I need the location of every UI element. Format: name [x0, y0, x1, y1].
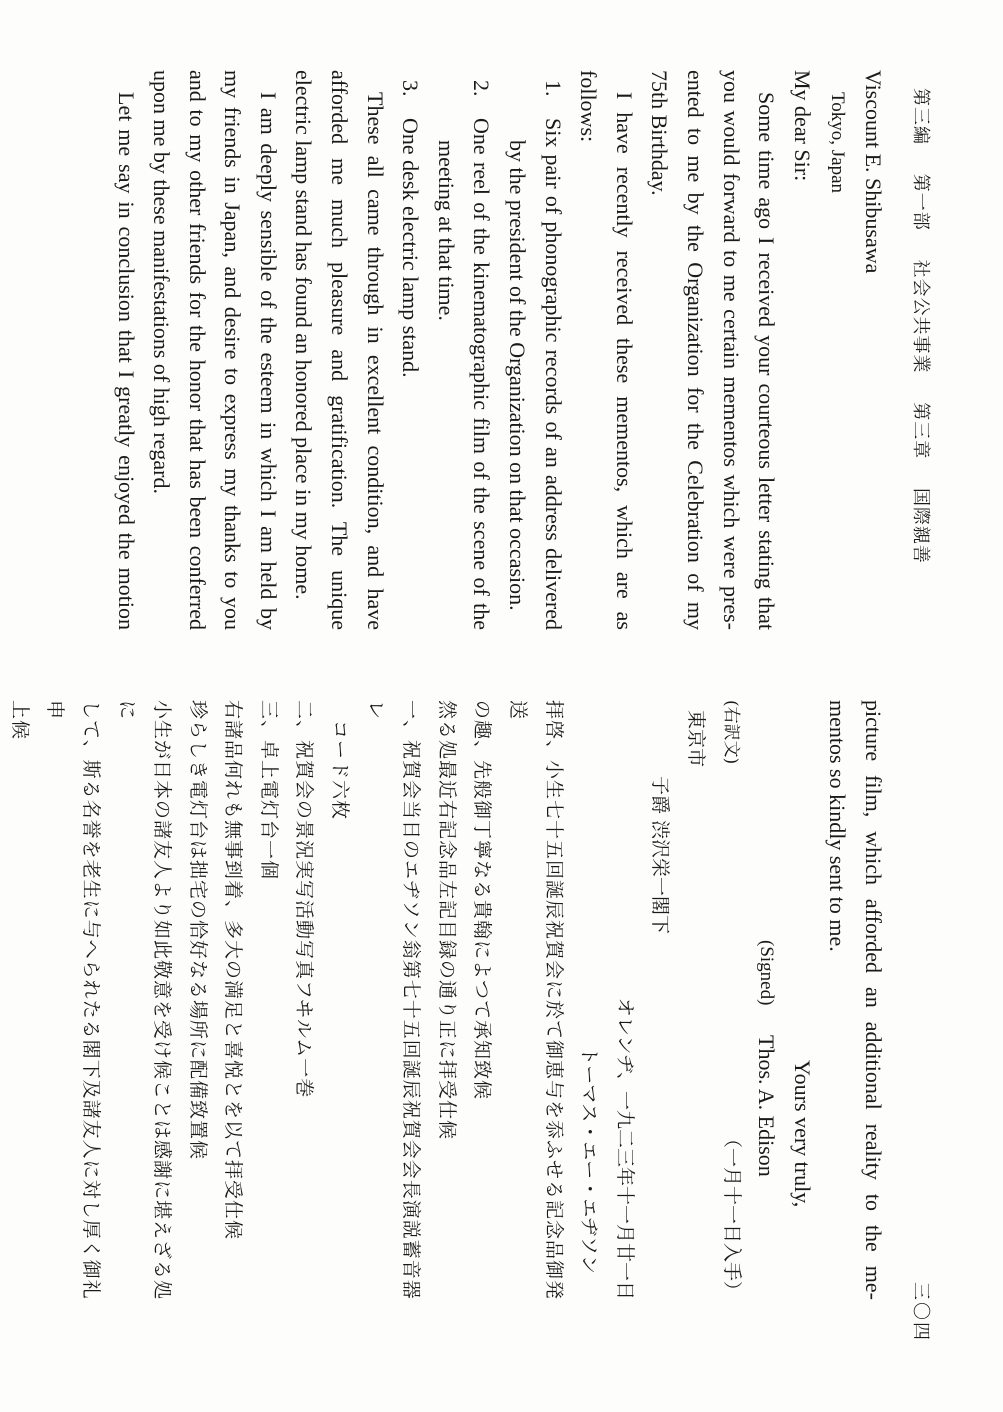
- running-header: [905, 88, 945, 1342]
- translation-label: (右訳文): [720, 700, 741, 765]
- recipient-line: [642, 700, 678, 1300]
- header-chapter: 第三章: [910, 402, 931, 460]
- japanese-body-line: 右諸品何れも無事到着、多大の満足と喜悦とを以て拝受仕候: [222, 700, 245, 1241]
- list-item-line: One reel of the kinematographic film of the scene of the: [469, 118, 495, 630]
- list-item-number: 3.: [398, 80, 424, 97]
- header-section: 社会公共事業: [910, 259, 931, 374]
- letter-english-column: [108, 70, 891, 630]
- para-2-line: follows:: [576, 70, 602, 143]
- date-line: [606, 700, 642, 1300]
- list-item: [428, 70, 499, 630]
- japanese-body-line: 拝啓、小生七十五回誕辰祝賀会に於て御恵与を忝ふせる記念品御発送: [507, 700, 565, 1301]
- signature-line: [749, 700, 785, 1300]
- para-5-line: mentos so kindly sent to me.: [825, 700, 851, 952]
- list-item-line: Six pair of phonographic records of an address delivered: [540, 118, 566, 630]
- list-item-line: meeting at that time.: [433, 140, 459, 321]
- list-item: [393, 70, 429, 630]
- japanese-body-line: の趣、先般御丁寧なる貴翰によつて承知致候: [471, 700, 494, 1101]
- para-1-line: Some time ago I received your courteous letter stating that: [754, 92, 780, 630]
- japanese-date: オレンヂ、一九二三年十一月廿一日: [613, 997, 636, 1300]
- letter-right-column: [0, 700, 891, 1300]
- city-line: [677, 700, 713, 1300]
- list-item-number: 1.: [540, 80, 566, 97]
- japanese-body: [0, 700, 571, 1300]
- list-item-line: One desk electric lamp stand.: [398, 118, 424, 378]
- addressee-place: Tokyo, Japan: [827, 92, 849, 194]
- sender-line: [571, 700, 607, 1300]
- para-1-line: ented to me by the Organization for the Celebration of my: [683, 70, 709, 630]
- para-3-line: electric lamp stand has found an honored place in my home.: [291, 70, 317, 600]
- received-date: （一月十一日入手）: [720, 1128, 743, 1300]
- salutation: My dear Sir:: [789, 70, 815, 182]
- para-5-line: Let me say in conclusion that I greatly enjoyed the motion: [113, 92, 139, 630]
- para-1-line: 75th Birthday.: [647, 70, 673, 196]
- japanese-body-line: コード六枚: [329, 700, 352, 821]
- header-chapter-title: 国際親善: [910, 487, 931, 564]
- japanese-recipient: 子爵 渋沢栄一閣下: [649, 776, 672, 935]
- list-item: [499, 70, 570, 630]
- japanese-sender: トーマス・エー・エヂソン: [578, 1046, 601, 1274]
- para-2-line: I have recently received these mementos, which are as: [611, 92, 637, 630]
- japanese-body-line: 然る処最近右記念品左記目録の通り正に拝受仕候: [435, 700, 458, 1141]
- japanese-body-line: 上候: [8, 700, 31, 741]
- japanese-city: 東京市: [685, 710, 708, 768]
- list-item-number: 2.: [469, 80, 495, 97]
- para-5-line: picture film, which afforded an additional reality to the me-: [861, 700, 886, 1300]
- signature: Thos. A. Edison: [754, 1035, 780, 1177]
- header-volume: 第三編: [910, 88, 931, 145]
- japanese-body-line: 一、祝賀会当日のエヂソン翁第七十五回誕辰祝賀会会長演説蓄音器レ: [364, 700, 423, 1300]
- japanese-body-line: して、斯る名誉を老生に与へられたる閣下及諸友人に対し厚く御礼申: [44, 700, 102, 1300]
- para-4-line: and to my other friends for the honor that has been conferred: [184, 70, 210, 630]
- addressee: Viscount E. Shibusawa: [861, 70, 886, 274]
- header-part: 第一部: [910, 173, 931, 231]
- translation-label-line: [713, 700, 749, 1300]
- para-4-line: I am deeply sensible of the esteem in which I am held by: [255, 92, 281, 630]
- list-item-line: by the president of the Organization on that occasion.: [505, 140, 531, 611]
- para-4-line: upon me by these manifestations of high regard.: [149, 70, 175, 495]
- japanese-body-line: 小生が日本の諸友人より如此敬意を受け候ことは感謝に堪えざる処に: [115, 700, 174, 1301]
- para-4-line: my friends in Japan, and desire to express my thanks to you: [220, 70, 246, 630]
- japanese-body-line: 三、卓上電灯台一個: [257, 700, 280, 881]
- japanese-body-line: [0, 700, 1, 1300]
- japanese-body-line: 二、祝賀会の景況実写活動写真フヰルム一巻: [293, 700, 316, 1099]
- header-breadcrumb: [909, 88, 935, 586]
- japanese-body-line: 珍らしき電灯台は拙宅の恰好なる場所に配備致置候: [186, 700, 209, 1161]
- para-3-line: These all came through in excellent condition, and have: [362, 92, 388, 630]
- page-number: 三〇四: [910, 1282, 931, 1342]
- signed-label: (Signed): [756, 940, 778, 1006]
- para-3-line: afforded me much pleasure and gratification. The unique: [327, 70, 353, 630]
- para-1-line: you would forward to me certain mementos which were pres-: [718, 70, 744, 630]
- closing: Yours very truly,: [789, 1060, 815, 1208]
